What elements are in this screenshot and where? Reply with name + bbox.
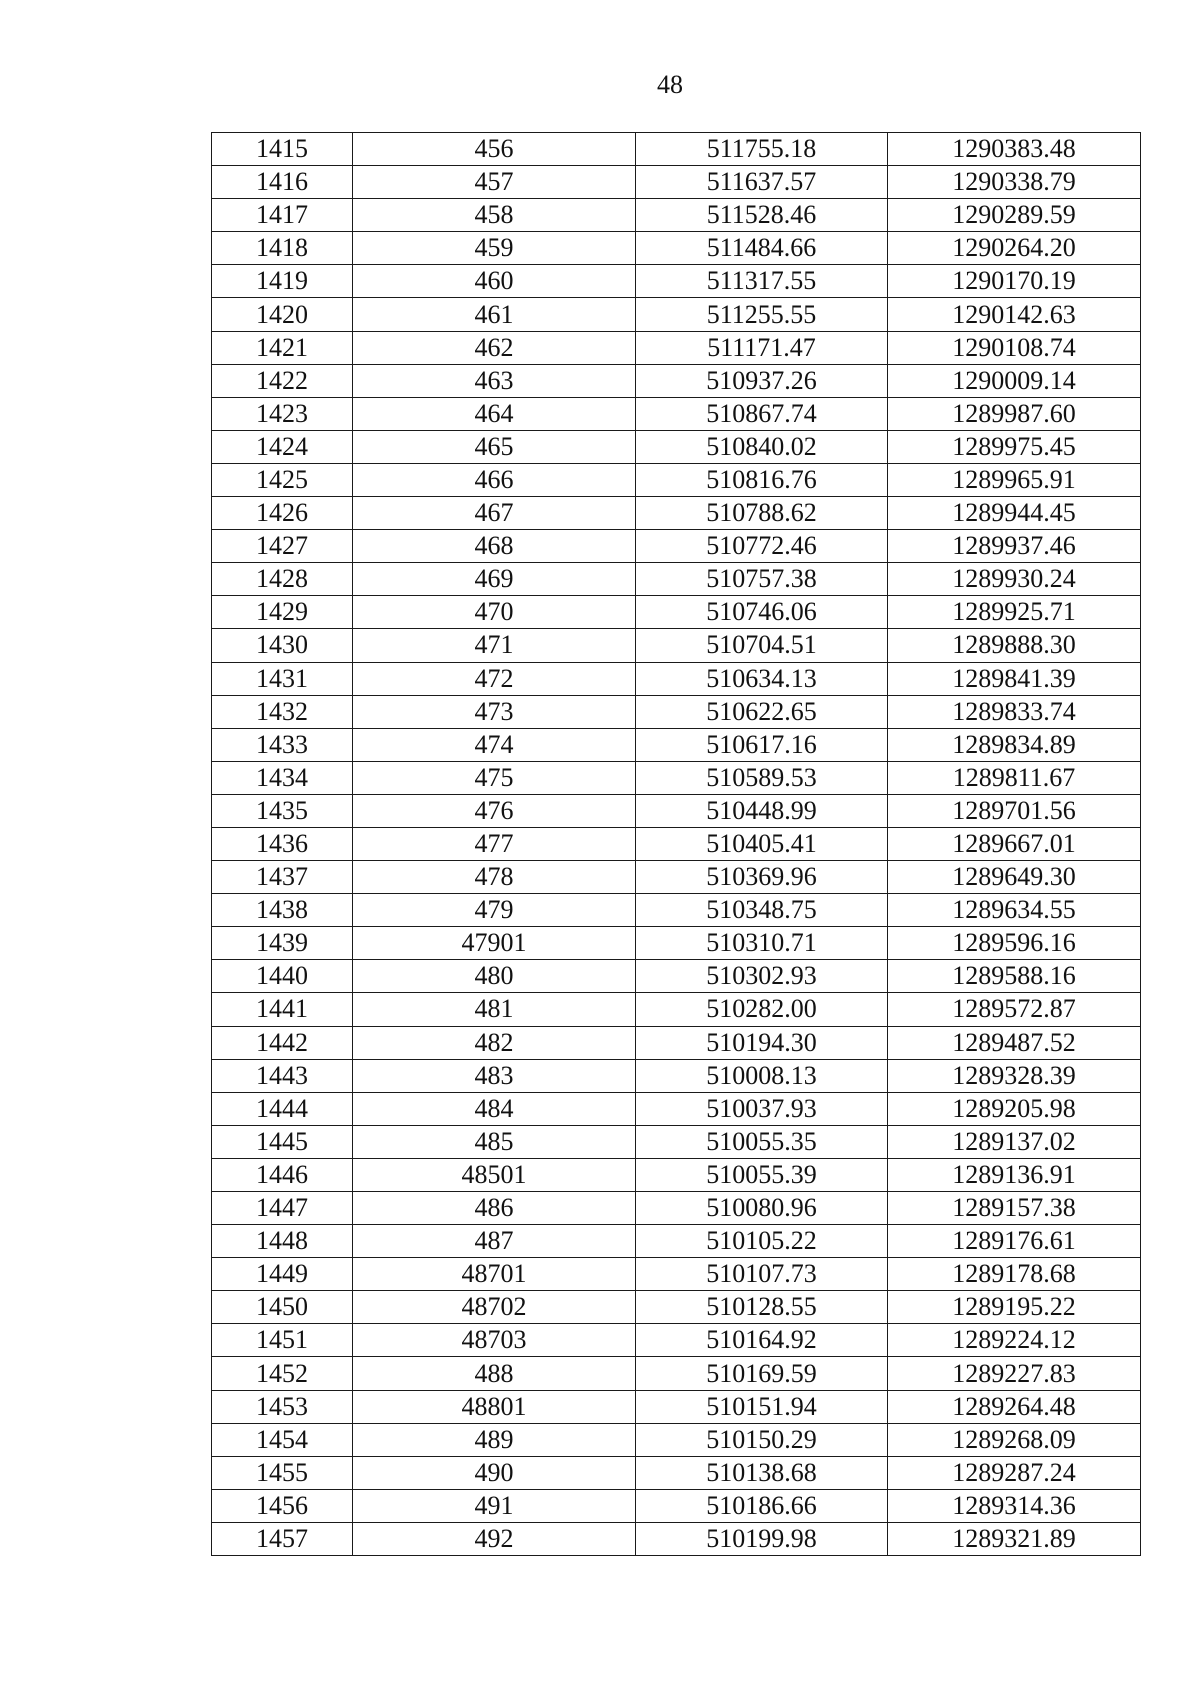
row-index-cell: 1424 bbox=[212, 430, 353, 463]
y-coordinate-cell: 1289634.55 bbox=[888, 894, 1141, 927]
row-index-cell: 1457 bbox=[212, 1522, 353, 1555]
y-coordinate-cell: 1289925.71 bbox=[888, 596, 1141, 629]
x-coordinate-cell: 510194.30 bbox=[636, 1026, 888, 1059]
table-row bbox=[212, 827, 1141, 860]
row-index-cell: 1435 bbox=[212, 794, 353, 827]
y-coordinate-cell: 1289649.30 bbox=[888, 861, 1141, 894]
x-coordinate-cell: 510617.16 bbox=[636, 728, 888, 761]
table-row bbox=[212, 1390, 1141, 1423]
point-number-cell: 48501 bbox=[353, 1158, 636, 1191]
row-index-cell: 1425 bbox=[212, 463, 353, 496]
row-index-cell: 1419 bbox=[212, 265, 353, 298]
x-coordinate-cell: 511755.18 bbox=[636, 133, 888, 166]
y-coordinate-cell: 1290108.74 bbox=[888, 331, 1141, 364]
y-coordinate-cell: 1290264.20 bbox=[888, 232, 1141, 265]
y-coordinate-cell: 1289264.48 bbox=[888, 1390, 1141, 1423]
point-number-cell: 47901 bbox=[353, 927, 636, 960]
point-number-cell: 490 bbox=[353, 1456, 636, 1489]
table-row bbox=[212, 298, 1141, 331]
row-index-cell: 1449 bbox=[212, 1258, 353, 1291]
row-index-cell: 1454 bbox=[212, 1423, 353, 1456]
row-index-cell: 1451 bbox=[212, 1324, 353, 1357]
point-number-cell: 48701 bbox=[353, 1258, 636, 1291]
row-index-cell: 1426 bbox=[212, 497, 353, 530]
row-index-cell: 1417 bbox=[212, 199, 353, 232]
table-row bbox=[212, 861, 1141, 894]
y-coordinate-cell: 1289944.45 bbox=[888, 497, 1141, 530]
y-coordinate-cell: 1289833.74 bbox=[888, 695, 1141, 728]
y-coordinate-cell: 1289195.22 bbox=[888, 1291, 1141, 1324]
table-row bbox=[212, 1059, 1141, 1092]
point-number-cell: 478 bbox=[353, 861, 636, 894]
row-index-cell: 1450 bbox=[212, 1291, 353, 1324]
table-row bbox=[212, 1489, 1141, 1522]
y-coordinate-cell: 1289888.30 bbox=[888, 629, 1141, 662]
x-coordinate-cell: 511484.66 bbox=[636, 232, 888, 265]
point-number-cell: 469 bbox=[353, 563, 636, 596]
table-row bbox=[212, 1456, 1141, 1489]
point-number-cell: 479 bbox=[353, 894, 636, 927]
row-index-cell: 1444 bbox=[212, 1092, 353, 1125]
point-number-cell: 458 bbox=[353, 199, 636, 232]
row-index-cell: 1434 bbox=[212, 761, 353, 794]
row-index-cell: 1441 bbox=[212, 993, 353, 1026]
table-row bbox=[212, 927, 1141, 960]
point-number-cell: 462 bbox=[353, 331, 636, 364]
y-coordinate-cell: 1289287.24 bbox=[888, 1456, 1141, 1489]
y-coordinate-cell: 1290289.59 bbox=[888, 199, 1141, 232]
point-number-cell: 463 bbox=[353, 364, 636, 397]
y-coordinate-cell: 1289701.56 bbox=[888, 794, 1141, 827]
row-index-cell: 1439 bbox=[212, 927, 353, 960]
table-row bbox=[212, 794, 1141, 827]
y-coordinate-cell: 1289321.89 bbox=[888, 1522, 1141, 1555]
row-index-cell: 1438 bbox=[212, 894, 353, 927]
point-number-cell: 473 bbox=[353, 695, 636, 728]
table-row bbox=[212, 530, 1141, 563]
point-number-cell: 471 bbox=[353, 629, 636, 662]
y-coordinate-cell: 1289937.46 bbox=[888, 530, 1141, 563]
x-coordinate-cell: 510622.65 bbox=[636, 695, 888, 728]
point-number-cell: 480 bbox=[353, 960, 636, 993]
table-row bbox=[212, 232, 1141, 265]
table-row bbox=[212, 1291, 1141, 1324]
point-number-cell: 474 bbox=[353, 728, 636, 761]
y-coordinate-cell: 1290338.79 bbox=[888, 166, 1141, 199]
table-row bbox=[212, 265, 1141, 298]
y-coordinate-cell: 1289205.98 bbox=[888, 1092, 1141, 1125]
x-coordinate-cell: 510937.26 bbox=[636, 364, 888, 397]
x-coordinate-cell: 510169.59 bbox=[636, 1357, 888, 1390]
x-coordinate-cell: 511317.55 bbox=[636, 265, 888, 298]
point-number-cell: 472 bbox=[353, 662, 636, 695]
x-coordinate-cell: 510037.93 bbox=[636, 1092, 888, 1125]
point-number-cell: 459 bbox=[353, 232, 636, 265]
row-index-cell: 1421 bbox=[212, 331, 353, 364]
point-number-cell: 457 bbox=[353, 166, 636, 199]
x-coordinate-cell: 511637.57 bbox=[636, 166, 888, 199]
table-row bbox=[212, 662, 1141, 695]
table-row bbox=[212, 1158, 1141, 1191]
x-coordinate-cell: 511255.55 bbox=[636, 298, 888, 331]
x-coordinate-cell: 510150.29 bbox=[636, 1423, 888, 1456]
y-coordinate-cell: 1289841.39 bbox=[888, 662, 1141, 695]
y-coordinate-cell: 1289987.60 bbox=[888, 397, 1141, 430]
row-index-cell: 1416 bbox=[212, 166, 353, 199]
point-number-cell: 475 bbox=[353, 761, 636, 794]
row-index-cell: 1433 bbox=[212, 728, 353, 761]
x-coordinate-cell: 510840.02 bbox=[636, 430, 888, 463]
x-coordinate-cell: 510704.51 bbox=[636, 629, 888, 662]
y-coordinate-cell: 1289268.09 bbox=[888, 1423, 1141, 1456]
y-coordinate-cell: 1289137.02 bbox=[888, 1125, 1141, 1158]
row-index-cell: 1437 bbox=[212, 861, 353, 894]
y-coordinate-cell: 1289487.52 bbox=[888, 1026, 1141, 1059]
point-number-cell: 481 bbox=[353, 993, 636, 1026]
x-coordinate-cell: 510282.00 bbox=[636, 993, 888, 1026]
row-index-cell: 1432 bbox=[212, 695, 353, 728]
x-coordinate-cell: 510405.41 bbox=[636, 827, 888, 860]
table-row bbox=[212, 133, 1141, 166]
y-coordinate-cell: 1289596.16 bbox=[888, 927, 1141, 960]
row-index-cell: 1415 bbox=[212, 133, 353, 166]
y-coordinate-cell: 1289136.91 bbox=[888, 1158, 1141, 1191]
y-coordinate-cell: 1290009.14 bbox=[888, 364, 1141, 397]
table-row bbox=[212, 1192, 1141, 1225]
row-index-cell: 1442 bbox=[212, 1026, 353, 1059]
point-number-cell: 467 bbox=[353, 497, 636, 530]
row-index-cell: 1429 bbox=[212, 596, 353, 629]
table-row bbox=[212, 463, 1141, 496]
y-coordinate-cell: 1289930.24 bbox=[888, 563, 1141, 596]
row-index-cell: 1440 bbox=[212, 960, 353, 993]
table-row bbox=[212, 430, 1141, 463]
point-number-cell: 489 bbox=[353, 1423, 636, 1456]
page-number: 48 bbox=[657, 70, 683, 99]
row-index-cell: 1445 bbox=[212, 1125, 353, 1158]
table-row bbox=[212, 1324, 1141, 1357]
table-row bbox=[212, 364, 1141, 397]
table-row bbox=[212, 1522, 1141, 1555]
y-coordinate-cell: 1289176.61 bbox=[888, 1225, 1141, 1258]
y-coordinate-cell: 1289224.12 bbox=[888, 1324, 1141, 1357]
row-index-cell: 1453 bbox=[212, 1390, 353, 1423]
x-coordinate-cell: 510302.93 bbox=[636, 960, 888, 993]
x-coordinate-cell: 510055.39 bbox=[636, 1158, 888, 1191]
point-number-cell: 491 bbox=[353, 1489, 636, 1522]
row-index-cell: 1456 bbox=[212, 1489, 353, 1522]
y-coordinate-cell: 1289314.36 bbox=[888, 1489, 1141, 1522]
y-coordinate-cell: 1290142.63 bbox=[888, 298, 1141, 331]
table-row bbox=[212, 894, 1141, 927]
y-coordinate-cell: 1290383.48 bbox=[888, 133, 1141, 166]
table-row bbox=[212, 331, 1141, 364]
row-index-cell: 1423 bbox=[212, 397, 353, 430]
x-coordinate-cell: 510589.53 bbox=[636, 761, 888, 794]
x-coordinate-cell: 510151.94 bbox=[636, 1390, 888, 1423]
x-coordinate-cell: 511528.46 bbox=[636, 199, 888, 232]
y-coordinate-cell: 1289588.16 bbox=[888, 960, 1141, 993]
row-index-cell: 1447 bbox=[212, 1192, 353, 1225]
point-number-cell: 466 bbox=[353, 463, 636, 496]
table-row bbox=[212, 1225, 1141, 1258]
point-number-cell: 465 bbox=[353, 430, 636, 463]
point-number-cell: 470 bbox=[353, 596, 636, 629]
point-number-cell: 461 bbox=[353, 298, 636, 331]
row-index-cell: 1443 bbox=[212, 1059, 353, 1092]
point-number-cell: 492 bbox=[353, 1522, 636, 1555]
row-index-cell: 1446 bbox=[212, 1158, 353, 1191]
point-number-cell: 487 bbox=[353, 1225, 636, 1258]
x-coordinate-cell: 510772.46 bbox=[636, 530, 888, 563]
row-index-cell: 1436 bbox=[212, 827, 353, 860]
x-coordinate-cell: 510369.96 bbox=[636, 861, 888, 894]
y-coordinate-cell: 1289572.87 bbox=[888, 993, 1141, 1026]
x-coordinate-cell: 510348.75 bbox=[636, 894, 888, 927]
x-coordinate-cell: 510164.92 bbox=[636, 1324, 888, 1357]
table-row bbox=[212, 1357, 1141, 1390]
y-coordinate-cell: 1290170.19 bbox=[888, 265, 1141, 298]
row-index-cell: 1448 bbox=[212, 1225, 353, 1258]
table-row bbox=[212, 1258, 1141, 1291]
table-row bbox=[212, 397, 1141, 430]
point-number-cell: 486 bbox=[353, 1192, 636, 1225]
point-number-cell: 484 bbox=[353, 1092, 636, 1125]
x-coordinate-cell: 511171.47 bbox=[636, 331, 888, 364]
row-index-cell: 1418 bbox=[212, 232, 353, 265]
table-row bbox=[212, 199, 1141, 232]
table-row bbox=[212, 629, 1141, 662]
y-coordinate-cell: 1289811.67 bbox=[888, 761, 1141, 794]
row-index-cell: 1422 bbox=[212, 364, 353, 397]
row-index-cell: 1455 bbox=[212, 1456, 353, 1489]
x-coordinate-cell: 510867.74 bbox=[636, 397, 888, 430]
row-index-cell: 1430 bbox=[212, 629, 353, 662]
point-number-cell: 48703 bbox=[353, 1324, 636, 1357]
table-row bbox=[212, 1125, 1141, 1158]
table-row bbox=[212, 728, 1141, 761]
x-coordinate-cell: 510788.62 bbox=[636, 497, 888, 530]
point-number-cell: 477 bbox=[353, 827, 636, 860]
x-coordinate-cell: 510199.98 bbox=[636, 1522, 888, 1555]
x-coordinate-cell: 510128.55 bbox=[636, 1291, 888, 1324]
x-coordinate-cell: 510008.13 bbox=[636, 1059, 888, 1092]
point-number-cell: 476 bbox=[353, 794, 636, 827]
x-coordinate-cell: 510186.66 bbox=[636, 1489, 888, 1522]
x-coordinate-cell: 510105.22 bbox=[636, 1225, 888, 1258]
point-number-cell: 468 bbox=[353, 530, 636, 563]
y-coordinate-cell: 1289328.39 bbox=[888, 1059, 1141, 1092]
point-number-cell: 48702 bbox=[353, 1291, 636, 1324]
row-index-cell: 1428 bbox=[212, 563, 353, 596]
row-index-cell: 1452 bbox=[212, 1357, 353, 1390]
table-row bbox=[212, 497, 1141, 530]
x-coordinate-cell: 510138.68 bbox=[636, 1456, 888, 1489]
x-coordinate-cell: 510080.96 bbox=[636, 1192, 888, 1225]
x-coordinate-cell: 510816.76 bbox=[636, 463, 888, 496]
y-coordinate-cell: 1289834.89 bbox=[888, 728, 1141, 761]
x-coordinate-cell: 510757.38 bbox=[636, 563, 888, 596]
x-coordinate-cell: 510448.99 bbox=[636, 794, 888, 827]
point-number-cell: 483 bbox=[353, 1059, 636, 1092]
table-row bbox=[212, 695, 1141, 728]
point-number-cell: 482 bbox=[353, 1026, 636, 1059]
y-coordinate-cell: 1289157.38 bbox=[888, 1192, 1141, 1225]
table-row bbox=[212, 1092, 1141, 1125]
y-coordinate-cell: 1289227.83 bbox=[888, 1357, 1141, 1390]
x-coordinate-cell: 510107.73 bbox=[636, 1258, 888, 1291]
table-row bbox=[212, 1026, 1141, 1059]
table-row bbox=[212, 960, 1141, 993]
table-row bbox=[212, 1423, 1141, 1456]
table-row bbox=[212, 761, 1141, 794]
table-row bbox=[212, 166, 1141, 199]
point-number-cell: 48801 bbox=[353, 1390, 636, 1423]
table-row bbox=[212, 993, 1141, 1026]
point-number-cell: 485 bbox=[353, 1125, 636, 1158]
point-number-cell: 488 bbox=[353, 1357, 636, 1390]
x-coordinate-cell: 510746.06 bbox=[636, 596, 888, 629]
x-coordinate-cell: 510055.35 bbox=[636, 1125, 888, 1158]
row-index-cell: 1420 bbox=[212, 298, 353, 331]
coordinates-table-body bbox=[212, 133, 1141, 1556]
x-coordinate-cell: 510634.13 bbox=[636, 662, 888, 695]
y-coordinate-cell: 1289975.45 bbox=[888, 430, 1141, 463]
table-row bbox=[212, 596, 1141, 629]
table-row bbox=[212, 563, 1141, 596]
point-number-cell: 464 bbox=[353, 397, 636, 430]
point-number-cell: 460 bbox=[353, 265, 636, 298]
row-index-cell: 1427 bbox=[212, 530, 353, 563]
y-coordinate-cell: 1289178.68 bbox=[888, 1258, 1141, 1291]
y-coordinate-cell: 1289667.01 bbox=[888, 827, 1141, 860]
x-coordinate-cell: 510310.71 bbox=[636, 927, 888, 960]
point-number-cell: 456 bbox=[353, 133, 636, 166]
y-coordinate-cell: 1289965.91 bbox=[888, 463, 1141, 496]
coordinates-table bbox=[211, 132, 1141, 1556]
row-index-cell: 1431 bbox=[212, 662, 353, 695]
